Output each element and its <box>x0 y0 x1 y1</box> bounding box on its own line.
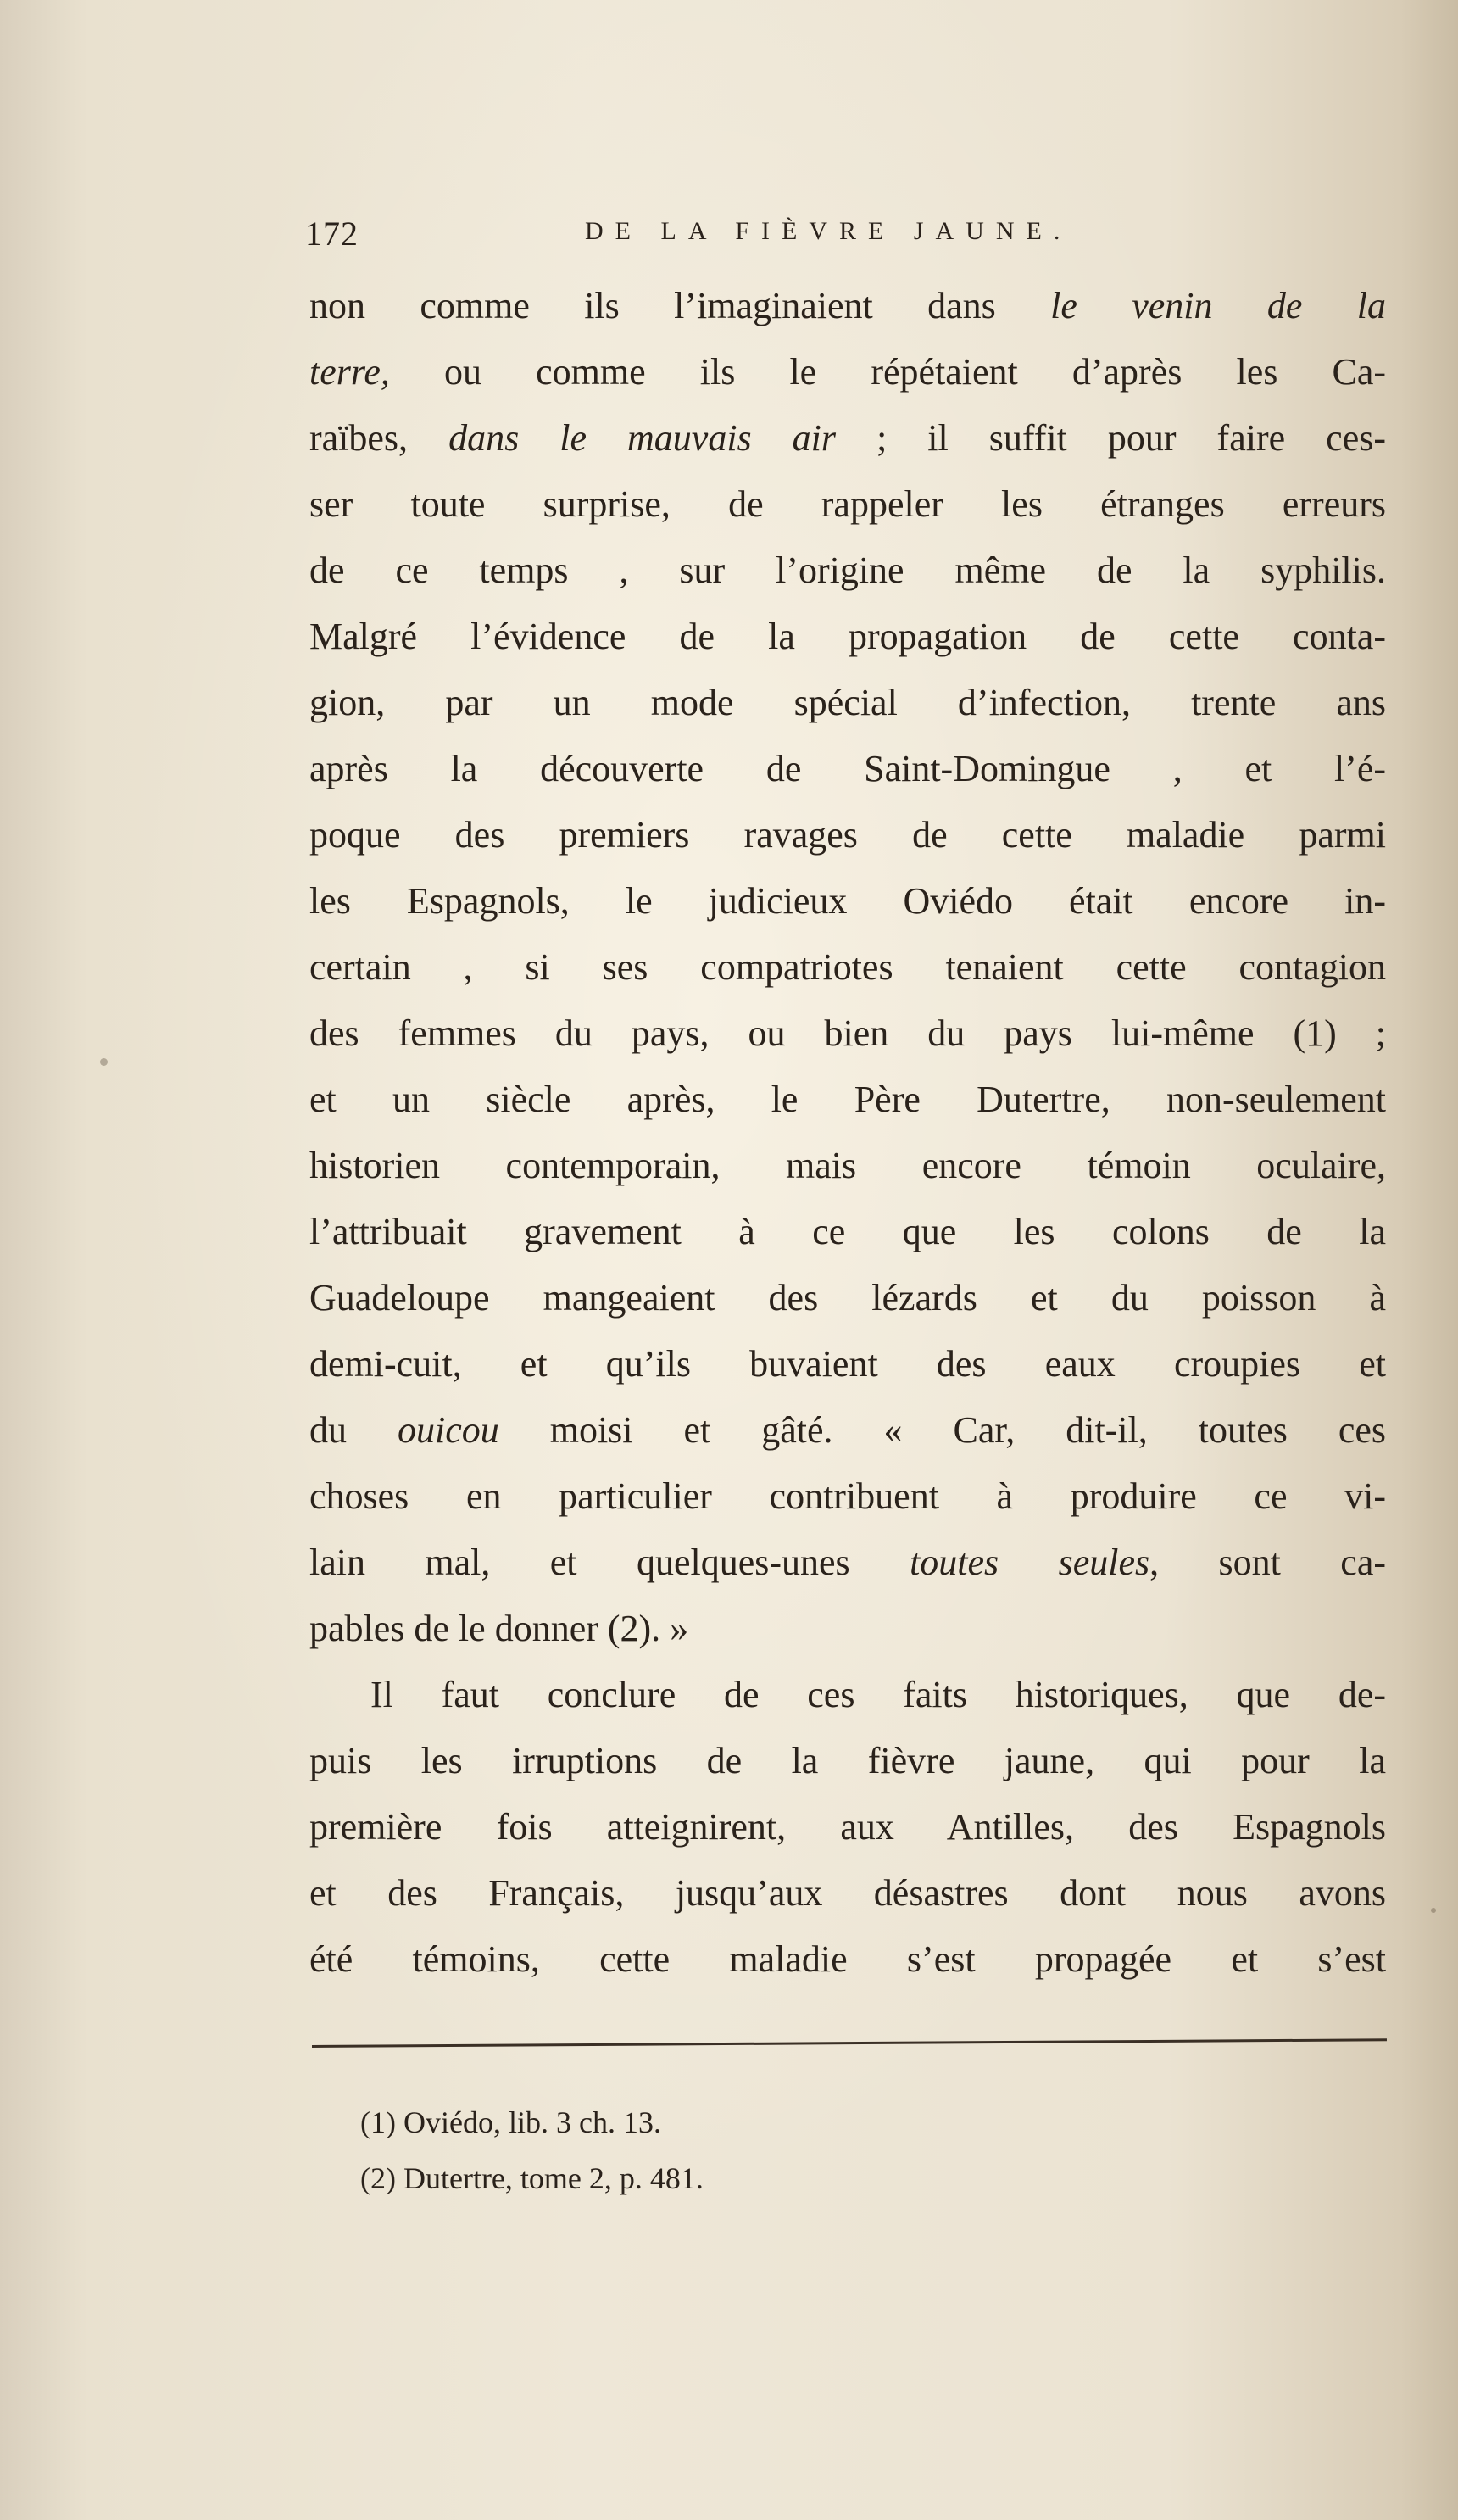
text-segment: raïbes, <box>309 417 449 459</box>
text-segment: ou comme ils le répétaient d’après les Ca- <box>389 351 1386 393</box>
text-line <box>309 1860 1386 1926</box>
text-line <box>309 1530 1386 1596</box>
text-segment: ser toute surprise, de rappeler les étranges erreurs <box>309 483 1386 525</box>
text-segment: ; il suffit pour faire ces- <box>836 417 1386 459</box>
text-segment: certain , si ses compatriotes tenaient cette contagion <box>309 946 1386 988</box>
text-line <box>309 1199 1386 1265</box>
text-segment: des femmes du pays, ou bien du pays lui-même (1) ; <box>309 1012 1386 1054</box>
footnote-1: (1) Oviédo, lib. 3 ch. 13. <box>360 2105 661 2139</box>
text-line <box>309 339 1386 405</box>
running-head <box>305 214 1407 256</box>
text-line <box>309 405 1386 471</box>
text-segment: première fois atteignirent, aux Antilles, des Espagnols <box>309 1806 1386 1848</box>
text-line <box>309 1794 1386 1860</box>
text-segment: été témoins, cette maladie s’est propagée et s’est <box>309 1938 1386 1980</box>
italic-text: toutes seules <box>910 1542 1150 1583</box>
text-segment: choses en particulier contribuent à produire ce vi- <box>309 1475 1386 1517</box>
italic-text: dans le mauvais air <box>448 417 837 459</box>
text-segment: demi-cuit, et qu’ils buvaient des eaux croupies et <box>309 1343 1386 1385</box>
text-segment: puis les irruptions de la fièvre jaune, qui pour la <box>309 1740 1386 1781</box>
page-number: 172 <box>305 215 359 253</box>
text-line <box>309 736 1386 802</box>
text-segment: de ce temps , sur l’origine même de la syphilis. <box>309 549 1386 591</box>
text-segment: Il faut conclure de ces faits historiques, que de- <box>370 1674 1386 1715</box>
text-line <box>309 670 1386 736</box>
text-line <box>309 1397 1386 1463</box>
text-line <box>309 1331 1386 1397</box>
text-segment: pables de le donner (2). » <box>309 1608 689 1649</box>
text-segment: , sont ca- <box>1149 1542 1387 1583</box>
text-line <box>309 802 1386 868</box>
text-segment: non comme ils l’imaginaient dans <box>309 285 1051 326</box>
text-line <box>309 1596 1386 1662</box>
text-line <box>309 868 1386 934</box>
text-segment: moisi et gâté. « Car, dit-il, toutes ces <box>498 1409 1387 1451</box>
text-line <box>309 1926 1386 1993</box>
text-line <box>309 1001 1386 1067</box>
text-segment: et un siècle après, le Père Dutertre, non-seulement <box>309 1079 1386 1120</box>
text-segment: du <box>309 1409 398 1451</box>
text-line <box>309 273 1386 339</box>
text-segment: Malgré l’évidence de la propagation de cette conta- <box>309 616 1386 657</box>
footnote-2: (2) Dutertre, tome 2, p. 481. <box>360 2161 704 2195</box>
ink-spot <box>100 1058 108 1066</box>
text-line <box>309 1463 1386 1530</box>
italic-text: terre, <box>309 351 390 393</box>
text-line <box>309 538 1386 604</box>
text-line <box>309 934 1386 1001</box>
text-segment: historien contemporain, mais encore témoin oculaire, <box>309 1145 1386 1186</box>
text-segment: Guadeloupe mangeaient des lézards et du poisson à <box>309 1277 1386 1319</box>
text-segment: gion, par un mode spécial d’infection, trente ans <box>309 682 1386 723</box>
text-segment: l’attribuait gravement à ce que les colons de la <box>309 1211 1386 1252</box>
text-line <box>309 1133 1386 1199</box>
text-segment: et des Français, jusqu’aux désastres dont nous avons <box>309 1872 1386 1914</box>
text-segment: poque des premiers ravages de cette maladie parmi <box>309 814 1386 856</box>
text-line <box>309 1662 1386 1728</box>
body-text <box>309 273 1394 1993</box>
text-segment: les Espagnols, le judicieux Oviédo était encore in- <box>309 880 1386 922</box>
running-title: DE LA FIÈVRE JAUNE. <box>585 217 1072 245</box>
text-line <box>309 1728 1386 1794</box>
footnote-rule <box>312 2038 1387 2048</box>
text-line <box>309 604 1386 670</box>
italic-text: ouicou <box>397 1409 499 1451</box>
italic-text: le venin de la <box>1050 285 1386 326</box>
text-segment: après la découverte de Saint-Domingue , et l’é- <box>309 748 1386 789</box>
ink-spot <box>1431 1908 1436 1913</box>
text-line <box>309 471 1386 538</box>
text-segment: lain mal, et quelques-unes <box>309 1542 910 1583</box>
text-line <box>309 1265 1386 1331</box>
text-line <box>309 1067 1386 1133</box>
footnotes <box>360 2094 1123 2206</box>
